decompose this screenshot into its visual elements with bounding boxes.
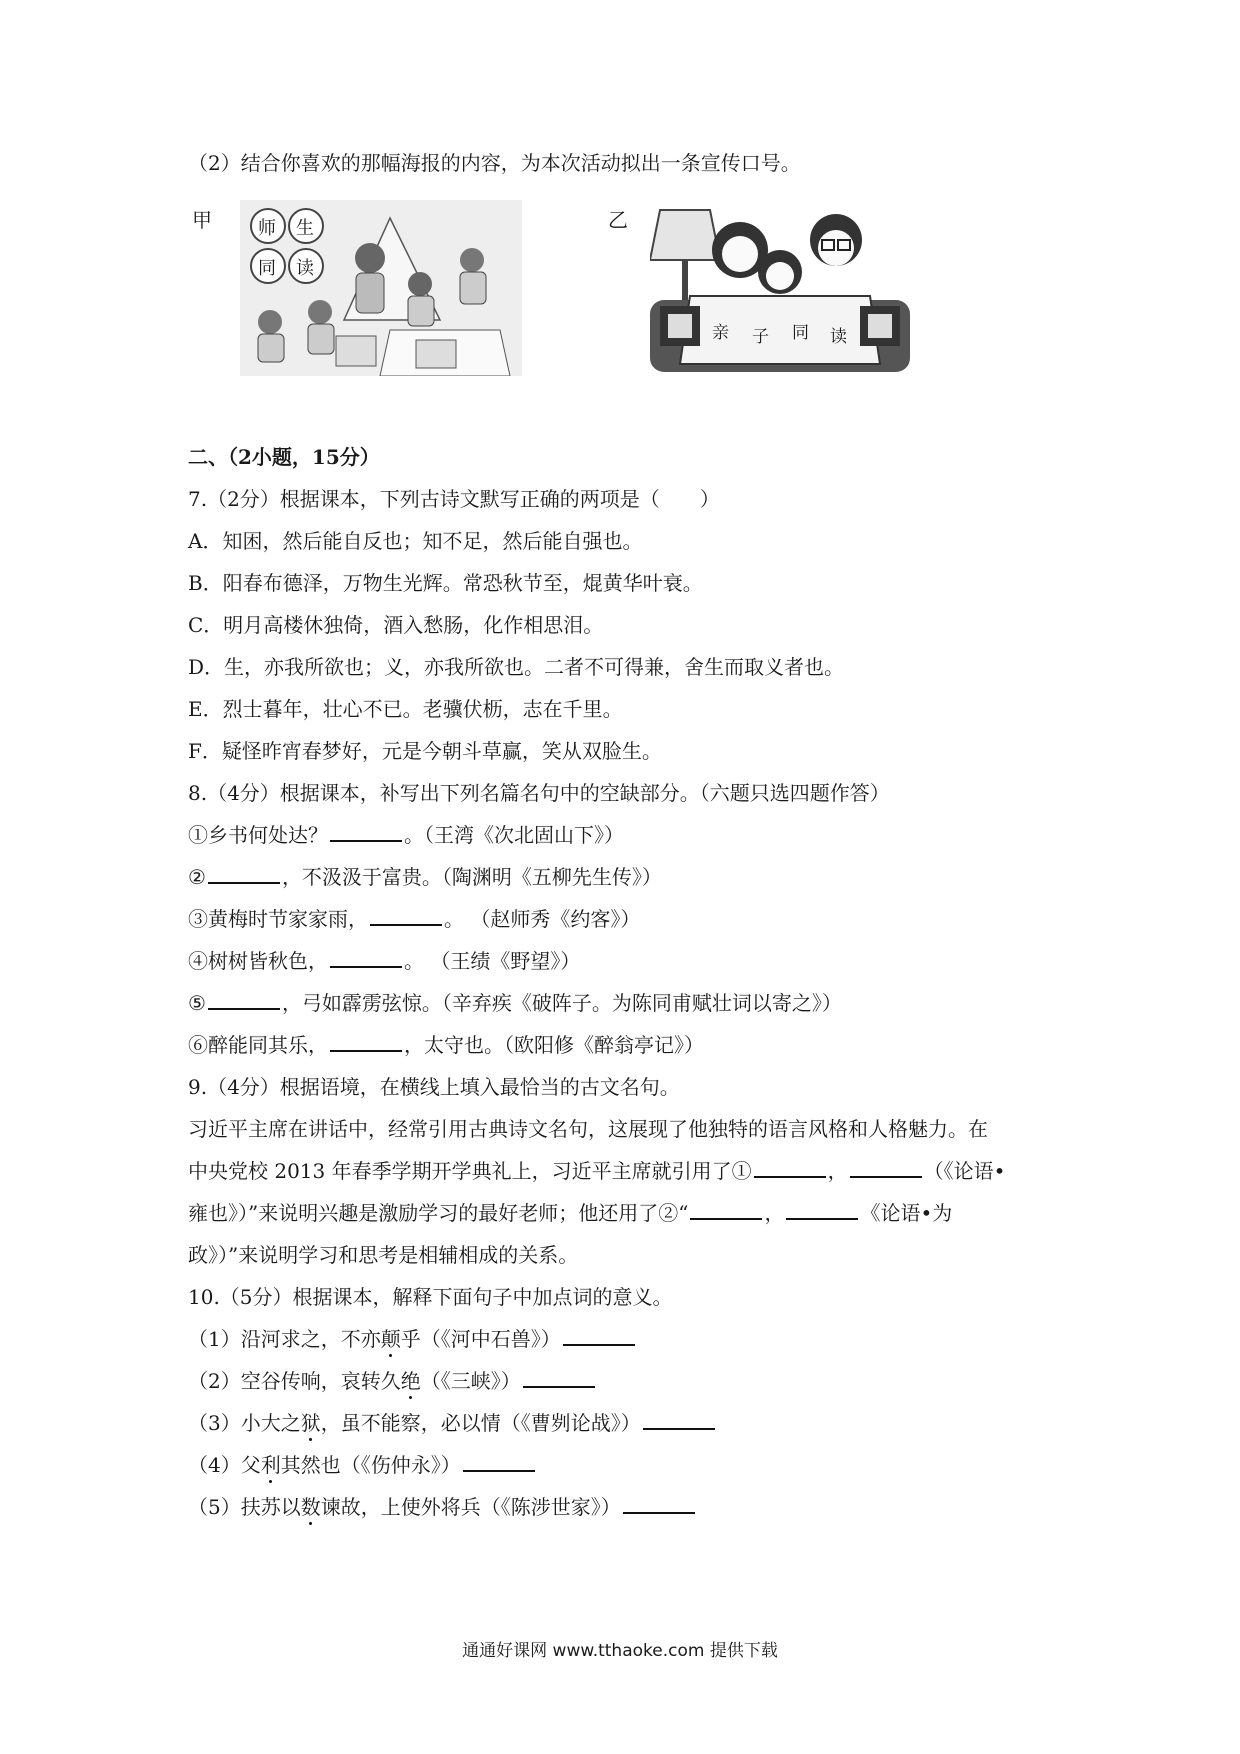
answer-blank[interactable]	[208, 990, 280, 1010]
q8-item-2	[188, 864, 662, 890]
answer-blank[interactable]	[563, 1326, 635, 1346]
q10-item-5	[188, 1494, 697, 1520]
poster-jia-image	[240, 200, 522, 376]
dotted-word: 利	[260, 1453, 281, 1477]
answer-blank[interactable]	[330, 1032, 402, 1052]
dotted-word: 颠	[380, 1327, 401, 1351]
answer-blank[interactable]	[623, 1494, 695, 1514]
q7-option-a: A．知困，然后能自反也；知不足，然后能自强也。	[188, 529, 643, 553]
q7-option-f: F．疑怪昨宵春梦好，元是今朝斗草赢，笑从双脸生。	[188, 739, 662, 763]
q8-item-1	[188, 822, 624, 848]
answer-blank[interactable]	[690, 1200, 762, 1220]
q9-line-2-text: 中央党校 2013 年春季学期开学典礼上，习近平主席就引用了①	[188, 1159, 752, 1183]
q10-item-2	[188, 1368, 597, 1394]
answer-blank[interactable]	[370, 906, 442, 926]
q8-item-6-post: ，太守也。（欧阳修《醉翁亭记》）	[404, 1033, 704, 1057]
answer-blank[interactable]	[208, 864, 280, 884]
q9-line-2-source: （《论语•	[923, 1159, 1006, 1183]
q10-item-3-source: ，虽不能察，必以情（《曹刿论战》）	[320, 1411, 641, 1435]
q7-option-e: E．烈士暮年，壮心不已。老骥伏枥，志在千里。	[188, 697, 623, 721]
page-footer: 通通好课网 www.tthaoke.com 提供下载	[462, 1641, 778, 1661]
poster-yi-char-1: 亲	[712, 323, 729, 343]
q8-item-2-pre: ②	[188, 865, 206, 889]
question-9-stem: 9.（4分）根据语境，在横线上填入最恰当的古文名句。	[188, 1075, 680, 1099]
dotted-word: 数	[300, 1495, 321, 1519]
q8-item-4-post: 。 （王绩《野望》）	[404, 949, 581, 973]
q8-item-1-pre: ①乡书何处达？	[188, 823, 328, 847]
q8-item-3-post: 。 （赵师秀《约客》）	[444, 907, 641, 931]
question-6-2: （2）结合你喜欢的那幅海报的内容，为本次活动拟出一条宣传口号。	[188, 151, 801, 175]
q8-item-6-pre: ⑥醉能同其乐，	[188, 1033, 328, 1057]
q10-item-4	[188, 1452, 537, 1478]
dotted-word: 狱	[300, 1411, 321, 1435]
reading-poster-jia-illustration	[240, 200, 522, 376]
q10-item-1-text: （1）沿河求之，不亦	[188, 1327, 381, 1351]
question-10-stem: 10.（5分）根据课本，解释下面句子中加点词的意义。	[188, 1285, 673, 1309]
answer-blank[interactable]	[786, 1200, 858, 1220]
answer-blank[interactable]	[463, 1452, 535, 1472]
q9-line-3-comma: ，	[764, 1201, 785, 1225]
q8-item-1-post: 。（王湾《次北固山下》）	[404, 823, 624, 847]
poster-yi-label: 乙	[608, 208, 628, 232]
poster-yi-char-2: 子	[752, 327, 769, 347]
q8-item-2-post: ，不汲汲于富贵。（陶渊明《五柳先生传》）	[281, 865, 662, 889]
dotted-word: 绝	[400, 1369, 421, 1393]
q8-item-5-pre: ⑤	[188, 991, 206, 1015]
q7-option-d: D．生，亦我所欲也；义，亦我所欲也。二者不可得兼，舍生而取义者也。	[188, 655, 845, 679]
q9-context-line-1: 习近平主席在讲话中，经常引用古典诗文名句，这展现了他独特的语言风格和人格魅力。在	[188, 1117, 988, 1141]
q8-item-6	[188, 1032, 704, 1058]
q8-item-4	[188, 948, 580, 974]
poster-jia-char-3: 同	[258, 258, 276, 279]
poster-jia-label: 甲	[192, 208, 212, 232]
question-7-stem: 7.（2分）根据课本，下列古诗文默写正确的两项是（ ）	[188, 487, 720, 511]
poster-yi-image	[650, 200, 910, 372]
q7-option-b: B．阳春布德泽，万物生光辉。常恐秋节至，焜黄华叶衰。	[188, 571, 703, 595]
q7-option-c: C．明月高楼休独倚，酒入愁肠，化作相思泪。	[188, 613, 604, 637]
q9-context-line-2	[188, 1158, 1005, 1184]
answer-blank[interactable]	[523, 1368, 595, 1388]
q10-item-1-source: 乎（《河中石兽》）	[400, 1327, 561, 1351]
question-8-stem: 8.（4分）根据课本，补写出下列名篇名句中的空缺部分。（六题只选四题作答）	[188, 781, 890, 805]
q10-item-5-source: 谏故，上使外将兵（《陈涉世家》）	[320, 1495, 621, 1519]
poster-jia-char-4: 读	[296, 258, 314, 279]
answer-blank[interactable]	[850, 1158, 922, 1178]
q10-item-3-text: （3）小大之	[188, 1411, 301, 1435]
q9-context-line-3	[188, 1200, 952, 1226]
section-2-heading: 二、（2小题，15分）	[188, 445, 380, 469]
q10-item-2-source: （《三峡》）	[420, 1369, 521, 1393]
q8-item-3-pre: ③黄梅时节家家雨，	[188, 907, 368, 931]
q8-item-4-pre: ④树树皆秋色，	[188, 949, 328, 973]
poster-yi-char-3: 同	[792, 323, 809, 343]
q10-item-4-source: 其然也（《伤仲永》）	[280, 1453, 461, 1477]
answer-blank[interactable]	[643, 1410, 715, 1430]
q9-line-3-source: 《论语•为	[860, 1201, 953, 1225]
answer-blank[interactable]	[754, 1158, 826, 1178]
q10-item-2-text: （2）空谷传响，哀转久	[188, 1369, 401, 1393]
q9-line-3-text: 雍也》）”来说明兴趣是激励学习的最好老师；他还用了②“	[188, 1201, 689, 1225]
q10-item-4-text: （4）父	[188, 1453, 261, 1477]
q9-context-line-4: 政》）”来说明学习和思考是相辅相成的关系。	[188, 1243, 579, 1267]
q8-item-3	[188, 906, 640, 932]
q9-line-2-comma: ，	[827, 1159, 848, 1183]
q8-item-5-post: ，弓如霹雳弦惊。（辛弃疾《破阵子。为陈同甫赋壮词以寄之》）	[281, 991, 842, 1015]
answer-blank[interactable]	[330, 948, 402, 968]
poster-jia-char-1: 师	[258, 218, 276, 239]
q10-item-3	[188, 1410, 717, 1436]
poster-jia-char-2: 生	[296, 218, 314, 239]
q10-item-1	[188, 1326, 637, 1352]
poster-yi-char-4: 读	[830, 327, 847, 347]
reading-poster-yi-illustration	[650, 200, 910, 372]
answer-blank[interactable]	[330, 822, 402, 842]
q8-item-5	[188, 990, 842, 1016]
q10-item-5-text: （5）扶苏以	[188, 1495, 301, 1519]
